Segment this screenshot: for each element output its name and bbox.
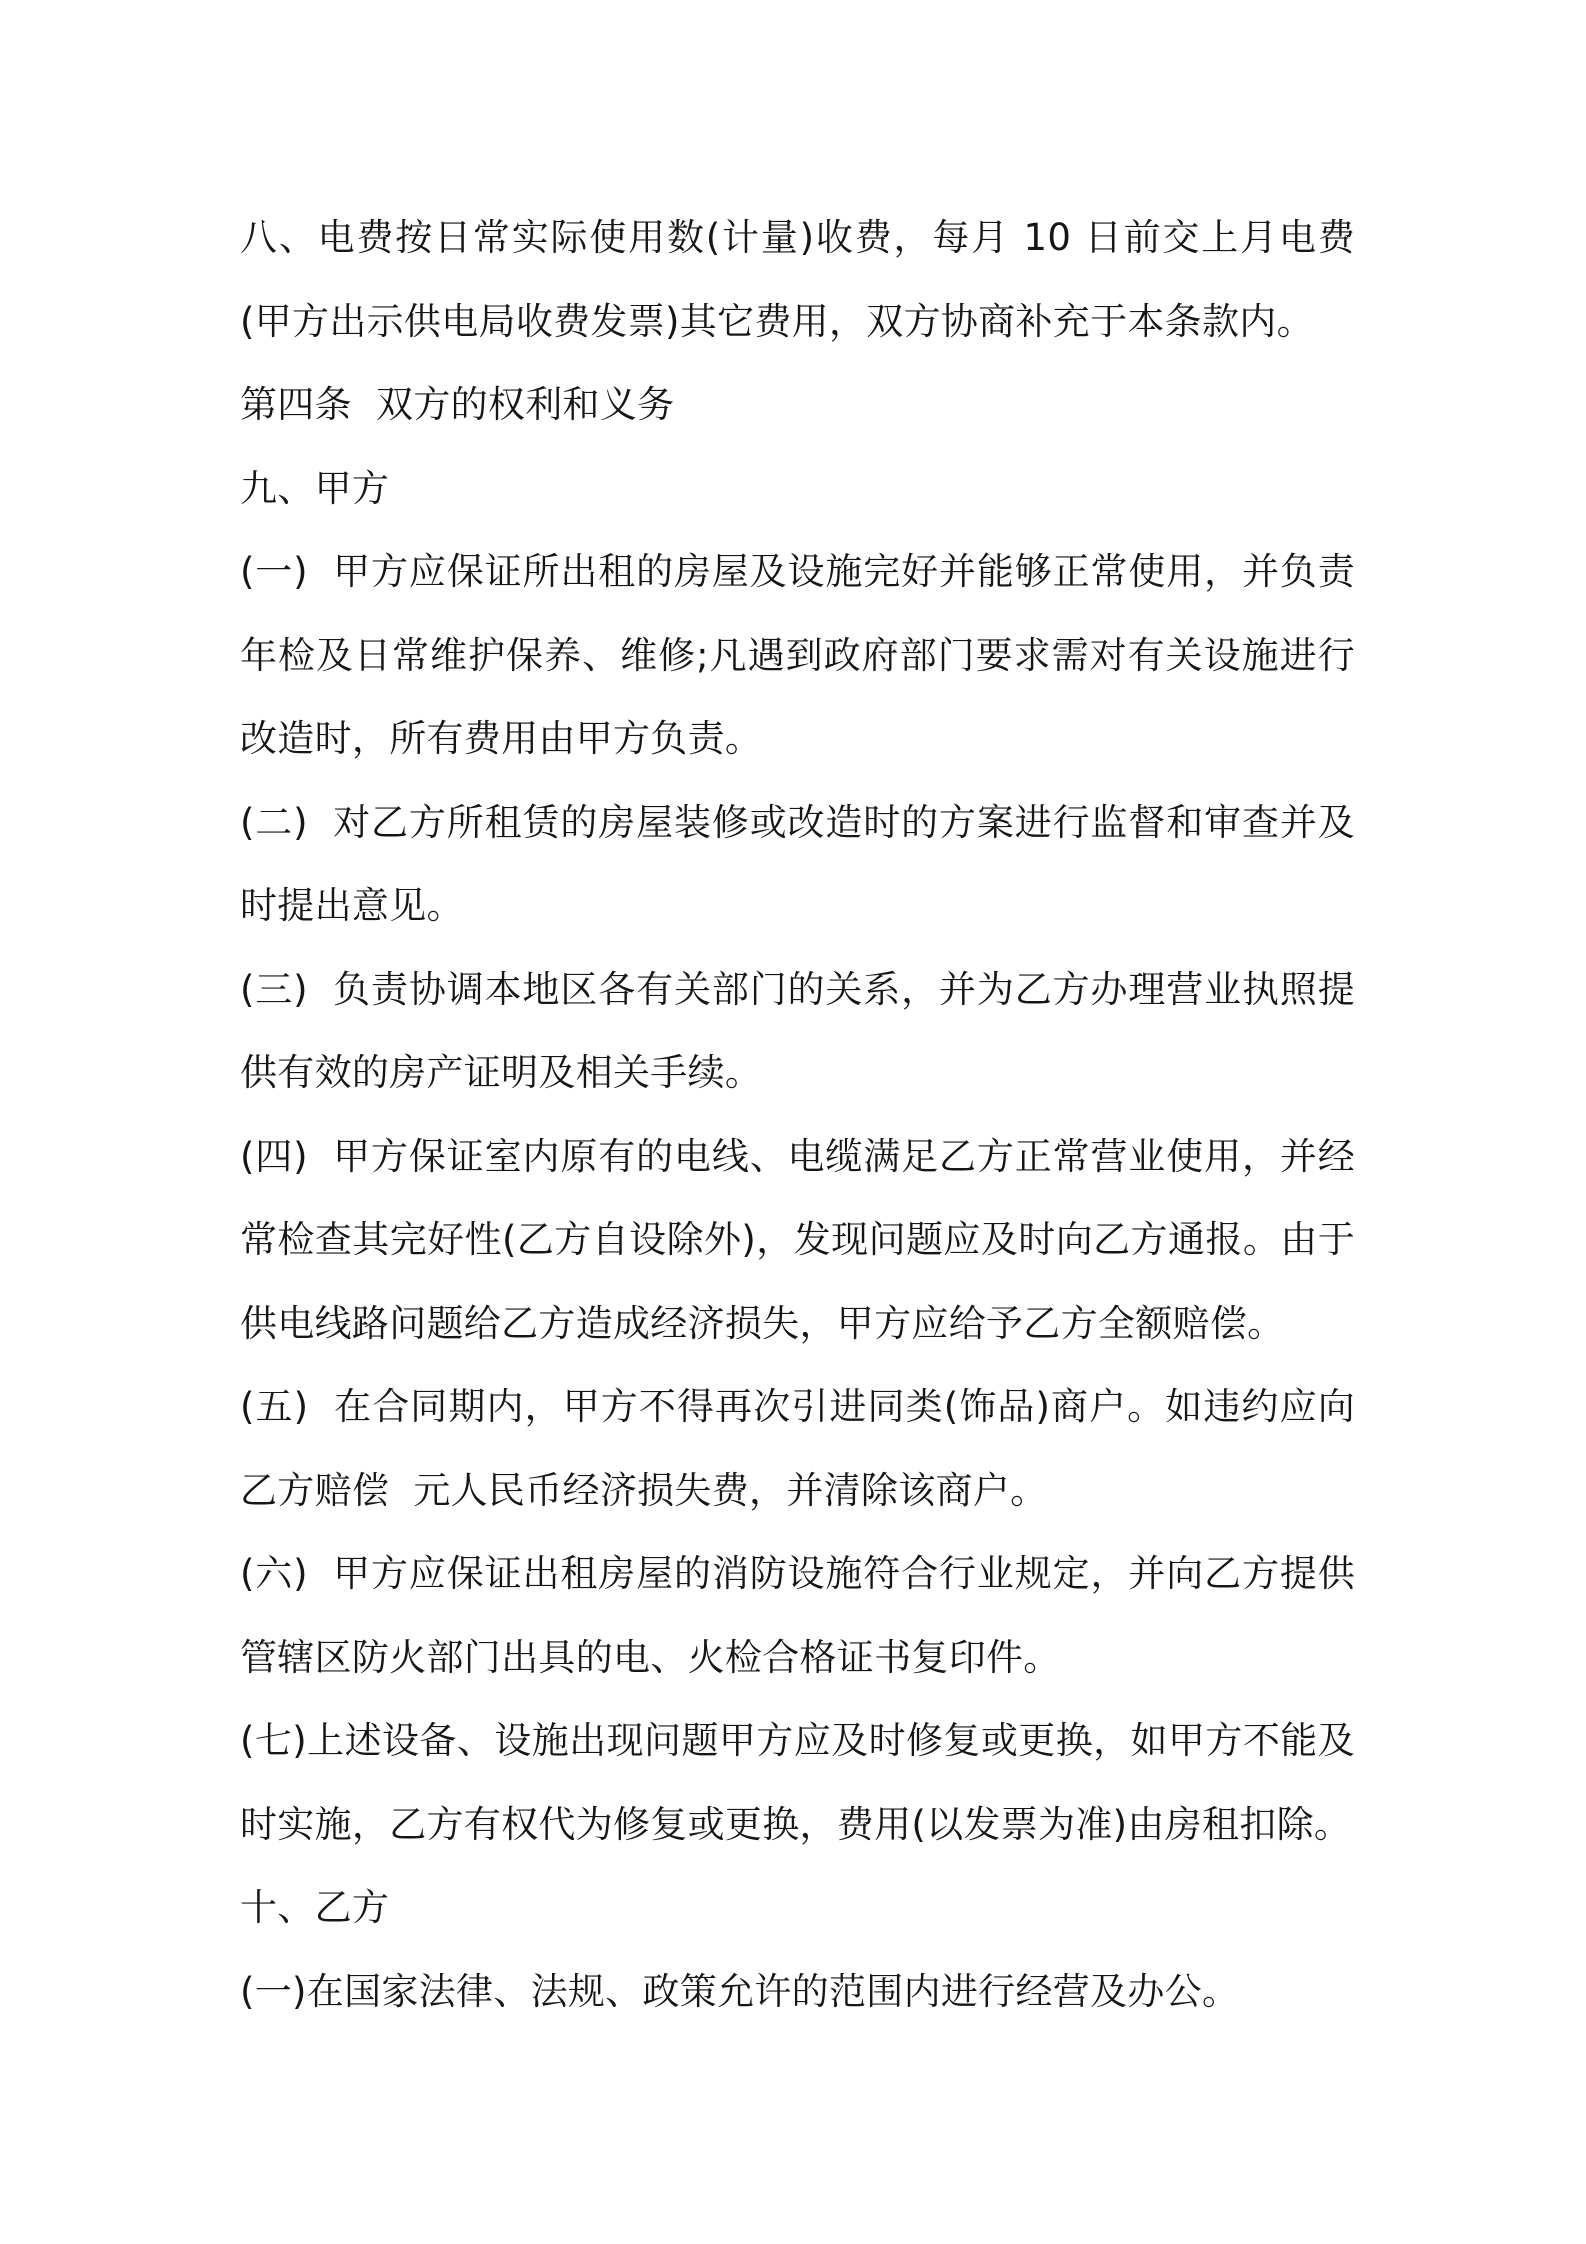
- party-b-item-1: (一)在国家法律、法规、政策允许的范围内进行经营及办公。: [240, 1969, 1240, 2013]
- clause-10-party-b-heading: 十、乙方: [240, 1886, 390, 1929]
- clause-9-party-a-heading: 九、甲方: [240, 466, 390, 510]
- party-a-item-2: (二) 对乙方所租赁的房屋装修或改造时的方案进行监督和审查并及时提出意见。: [240, 800, 1355, 927]
- party-a-item-1: (一) 甲方应保证所出租的房屋及设施完好并能够正常使用，并负责年检及日常维护保养、维修;凡遇到政府部门要求需对有关设施进行改造时，所有费用由甲方负责。: [240, 550, 1355, 760]
- clause-8-electricity-fee: 八、电费按日常实际使用数(计量)收费，每月 10 日前交上月电费(甲方出示供电局收费发票)其它费用，双方协商补充于本条款内。: [240, 216, 1355, 343]
- article-4-heading: 第四条 双方的权利和义务: [240, 383, 675, 426]
- party-a-item-5: (五) 在合同期内，甲方不得再次引进同类(饰品)商户。如违约应向乙方赔偿 元人民币经济损失费，并清除该商户。: [240, 1385, 1355, 1512]
- document-body: [240, 196, 1355, 2033]
- party-a-item-4: (四) 甲方保证室内原有的电线、电缆满足乙方正常营业使用，并经常检查其完好性(乙方自设除外)，发现问题应及时向乙方通报。由于供电线路问题给乙方造成经济损失，甲方应给予乙方全额赔偿。: [240, 1134, 1355, 1345]
- party-a-item-3: (三) 负责协调本地区各有关部门的关系，并为乙方办理营业执照提供有效的房产证明及相关手续。: [240, 967, 1355, 1094]
- party-a-item-7: (七)上述设备、设施出现问题甲方应及时修复或更换，如甲方不能及时实施，乙方有权代为修复或更换，费用(以发票为准)由房租扣除。: [240, 1719, 1355, 1846]
- party-a-item-6: (六) 甲方应保证出租房屋的消防设施符合行业规定，并向乙方提供管辖区防火部门出具的电、火检合格证书复印件。: [240, 1552, 1355, 1679]
